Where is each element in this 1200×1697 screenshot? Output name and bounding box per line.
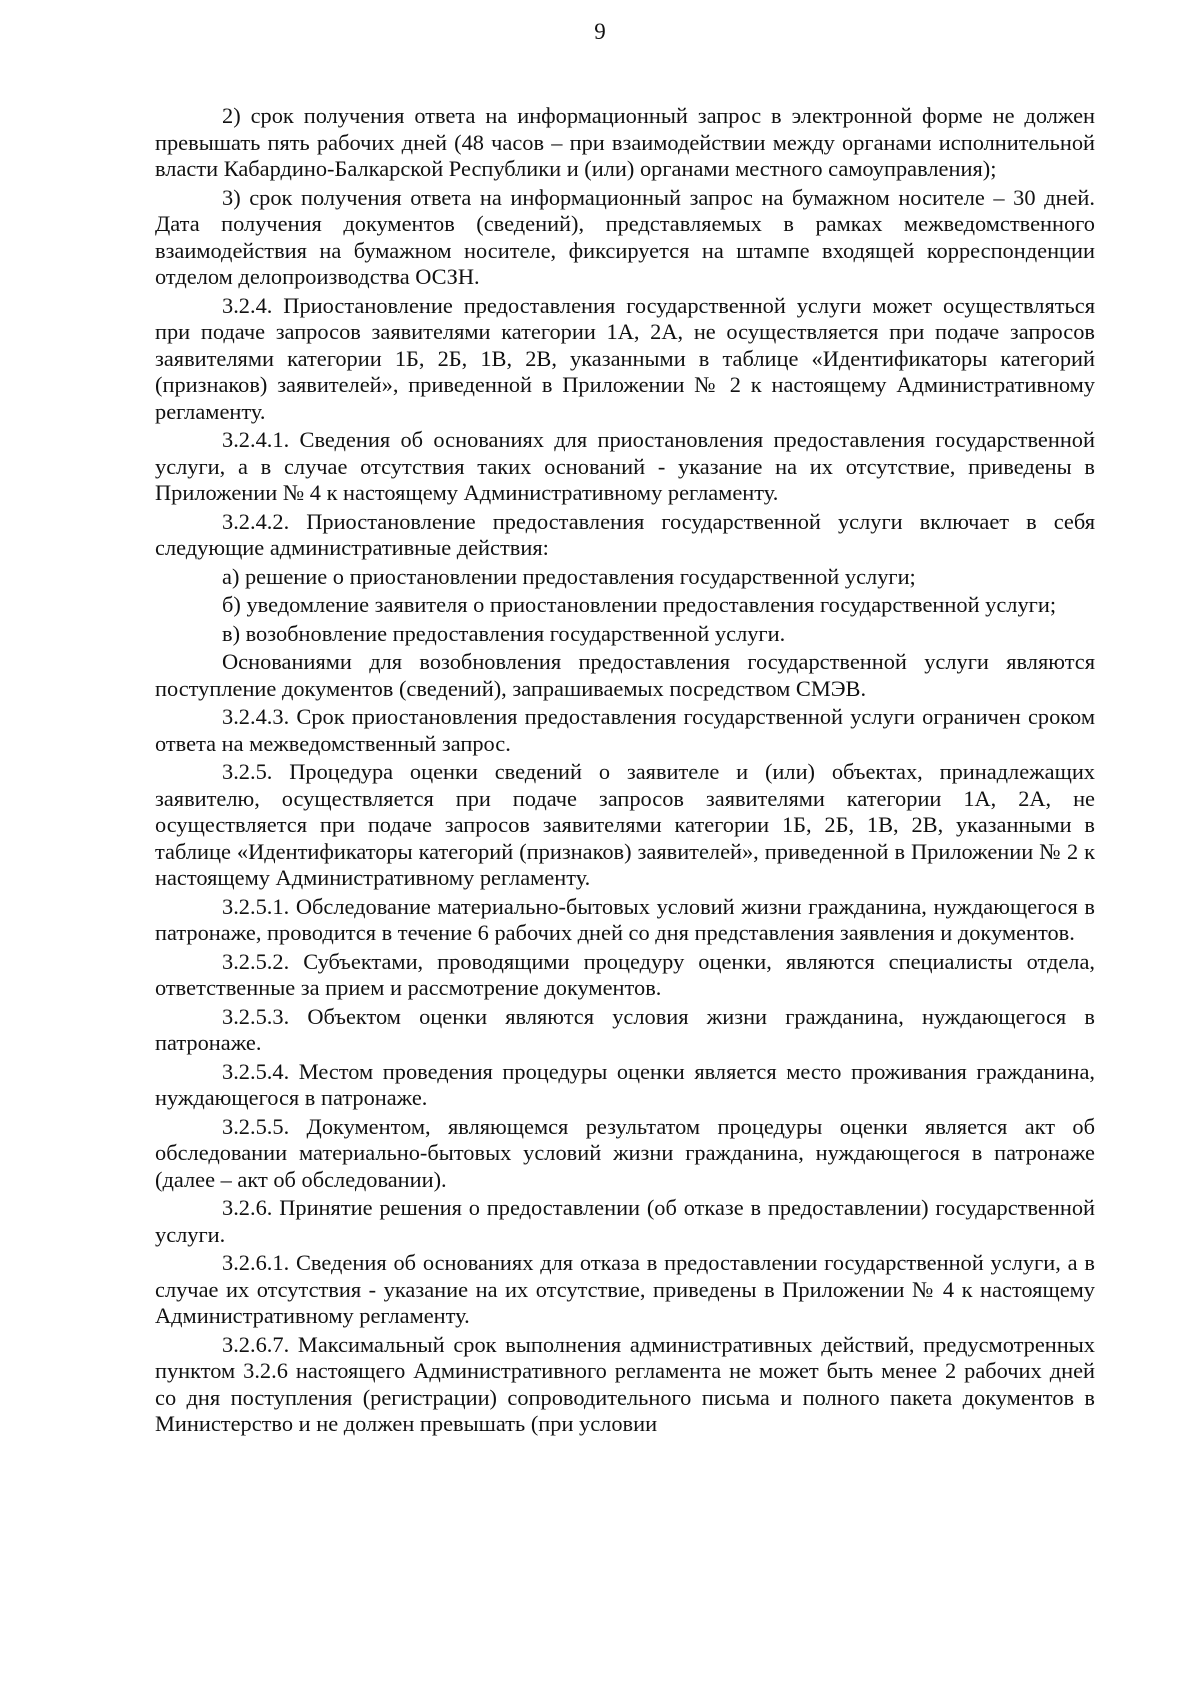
paragraph-item-3: 3) срок получения ответа на информационный запрос на бумажном носителе – 30 дней. Дата получения документов (сведений), представляемых в рамках межведомственного взаимодействия на бумажном носителе, фиксируется на штампе входящей корреспонденции отделом делопроизводства ОСЗН.: [155, 184, 1095, 289]
paragraph-3-2-4: 3.2.4. Приостановление предоставления государственной услуги может осуществляться при подаче запросов заявителями категории 1А, 2А, не осуществляется при подаче запросов заявителями категории 1Б, 2Б, 1В, 2В, указанными в таблице «Идентификаторы категорий (признаков) заявителей», приведенной в Приложении № 2 к настоящему Административному регламенту.: [155, 292, 1095, 424]
paragraph-3-2-5-1: 3.2.5.1. Обследование материально-бытовых условий жизни гражданина, нуждающегося в патронаже, проводится в течение 6 рабочих дней со дня представления заявления и документов.: [155, 893, 1095, 945]
paragraph-3-2-5: 3.2.5. Процедура оценки сведений о заявителе и (или) объектах, принадлежащих заявителю, осуществляется при подаче запросов заявителями категории 1А, 2А, не осуществляется при подаче запросов заявителями категории 1Б, 2Б, 1В, 2В, указанными в таблице «Идентификаторы категорий (признаков) заявителей», приведенной в Приложении № 2 к настоящему Административному регламенту.: [155, 759, 1095, 890]
paragraph-item-b: б) уведомление заявителя о приостановлении предоставления государственной услуги;: [222, 592, 1057, 617]
paragraph-3-2-5-5: 3.2.5.5. Документом, являющемся результатом процедуры оценки является акт об обследовании материально-бытовых условий жизни гражданина, нуждающегося в патронаже (далее – акт об обследовании).: [155, 1113, 1095, 1192]
paragraph-item-2: 2) срок получения ответа на информационный запрос в электронной форме не должен превышать пять рабочих дней (48 часов – при взаимодействии между органами исполнительной власти Кабардино-Балкарской Республики и (или) органами местного самоуправления);: [155, 103, 1095, 181]
paragraph-item-v: в) возобновление предоставления государственной услуги.: [222, 620, 786, 646]
paragraph-3-2-4-2: 3.2.4.2. Приостановление предоставления государственной услуги включает в себя следующие административные действия:: [155, 508, 1095, 560]
paragraph-3-2-5-2: 3.2.5.2. Субъектами, проводящими процедуру оценки, являются специалисты отдела, ответственные за прием и рассмотрение документов.: [155, 948, 1095, 1000]
page-number: 9: [594, 19, 606, 44]
paragraph-3-2-6-7: 3.2.6.7. Максимальный срок выполнения административных действий, предусмотренных пунктом 3.2.6 настоящего Административного регламента не может быть менее 2 рабочих дней со дня поступления (регистрации) сопроводительного письма и полного пакета документов в Министерство и не должен превышать (при условии: [155, 1331, 1095, 1436]
paragraph-3-2-6: 3.2.6. Принятие решения о предоставлении (об отказе в предоставлении) государственной услуги.: [155, 1195, 1095, 1247]
document-body: [155, 103, 1095, 1440]
paragraph-3-2-5-4: 3.2.5.4. Местом проведения процедуры оценки является место проживания гражданина, нуждающегося в патронаже.: [155, 1058, 1095, 1110]
paragraph-3-2-5-3: 3.2.5.3. Объектом оценки являются условия жизни гражданина, нуждающегося в патронаже.: [155, 1003, 1095, 1055]
paragraph-resumption-grounds: Основаниями для возобновления предоставления государственной услуги являются поступление документов (сведений), запрашиваемых посредством СМЭВ.: [155, 649, 1095, 701]
paragraph-item-a: а) решение о приостановлении предоставления государственной услуги;: [222, 563, 916, 589]
paragraph-3-2-4-1: 3.2.4.1. Сведения об основаниях для приостановления предоставления государственной услуги, а в случае отсутствия таких оснований - указание на их отсутствие, приведены в Приложении № 4 к настоящему Административному регламенту.: [155, 427, 1095, 505]
paragraph-3-2-6-1: 3.2.6.1. Сведения об основаниях для отказа в предоставлении государственной услуги, а в случае их отсутствия - указание на их отсутствие, приведены в Приложении № 4 к настоящему Административному регламенту.: [155, 1250, 1095, 1328]
paragraph-3-2-4-3: 3.2.4.3. Срок приостановления предоставления государственной услуги ограничен сроком ответа на межведомственный запрос.: [155, 704, 1095, 756]
